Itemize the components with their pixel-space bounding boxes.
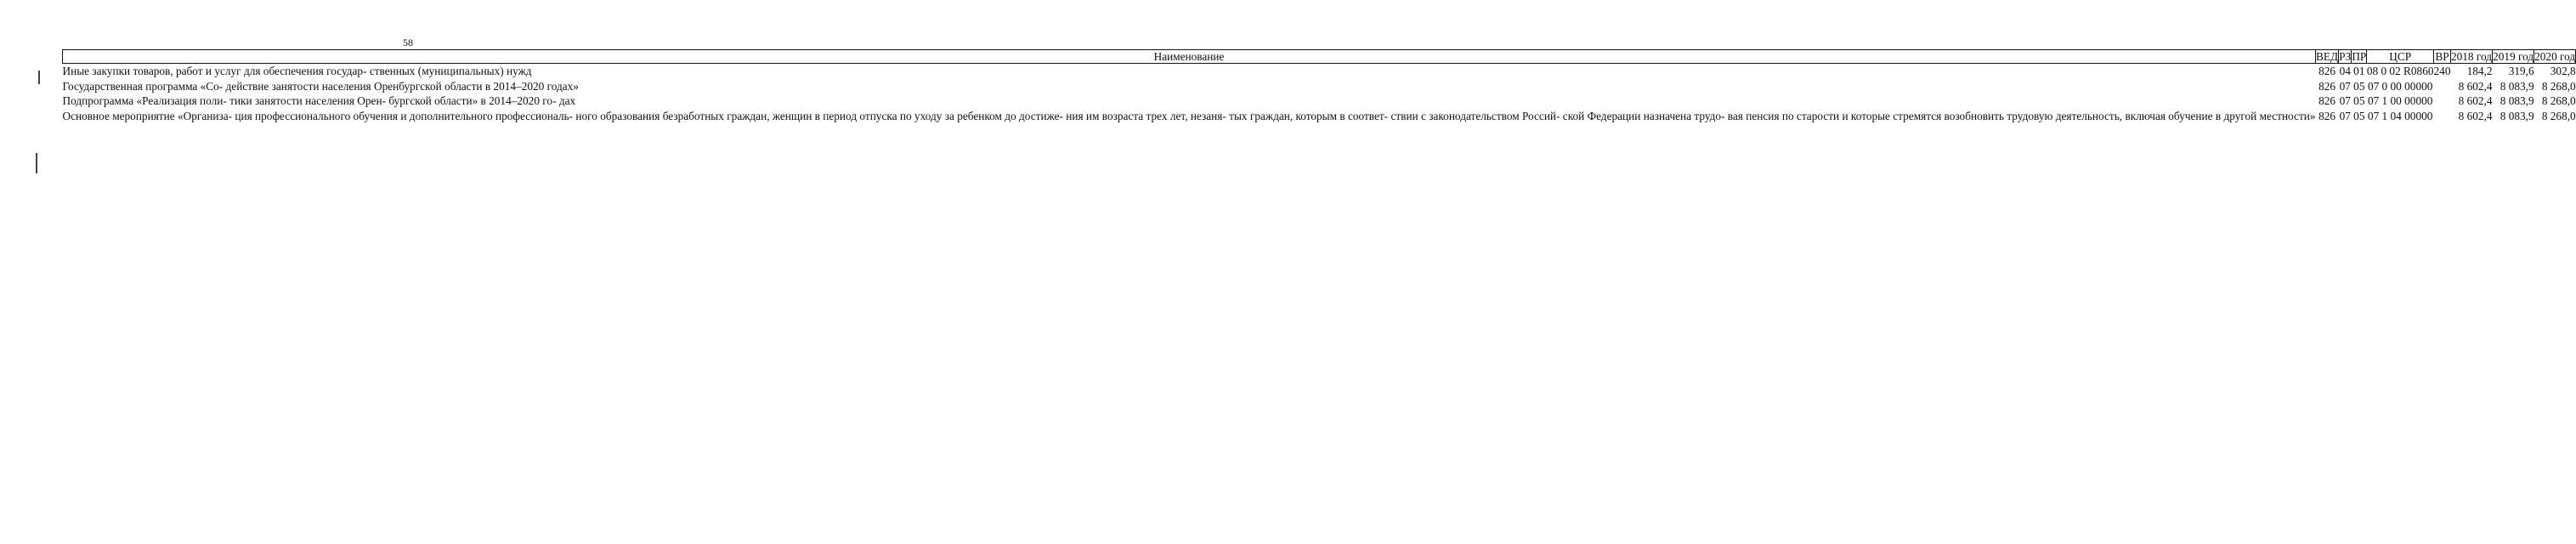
row-pr: 05 <box>2353 79 2365 93</box>
row-rz: 07 <box>2339 109 2351 122</box>
row-2020: 8 268,0 <box>2541 94 2576 107</box>
row-vr <box>2434 94 2451 109</box>
col-header-name: Наименование <box>63 50 2316 64</box>
col-header-2019: 2019 год <box>2493 50 2534 63</box>
budget-table <box>62 49 2576 123</box>
row-csr: 08 0 02 R0860 <box>2366 65 2434 77</box>
table-row <box>63 94 2576 109</box>
row-name: Государственная программа «Со- действие занятости населения Оренбургской области в 2014–2020 годах» <box>62 79 579 93</box>
row-pr: 05 <box>2353 109 2365 122</box>
col-header-pr: ПР <box>2352 50 2367 63</box>
row-2019: 319,6 <box>2508 65 2534 77</box>
table-row <box>63 109 2576 124</box>
row-vr: 240 <box>2433 65 2451 77</box>
row-2020: 8 268,0 <box>2541 109 2576 122</box>
col-header-vr: ВР <box>2435 50 2449 63</box>
row-vr <box>2434 109 2451 124</box>
col-header-rz: РЗ <box>2339 50 2352 63</box>
row-2018: 8 602,4 <box>2458 79 2493 93</box>
row-name: Основное мероприятие «Организа- ция профессионального обучения и дополнительного профессиональ- ного образования безработных граждан, женщин в период отпуска по уходу за ребенком до достиже- ния им возраста трех лет, незаня- тых граждан, которым в соответ- ствии с законодательством Россий- ской Федерации назначена трудо- вая пенсия по старости и которые стремятся возобновить трудовую деятельность, включая обучение в другой местности» <box>62 109 2316 122</box>
page-number: 58 <box>403 37 413 48</box>
col-header-ved: ВЕД <box>2316 50 2339 63</box>
row-2020: 8 268,0 <box>2541 79 2576 93</box>
row-ved: 826 <box>2318 109 2336 122</box>
row-pr: 01 <box>2353 65 2365 77</box>
table-row <box>63 64 2576 79</box>
table-header-row <box>63 50 2576 64</box>
row-csr: 07 1 04 00000 <box>2367 109 2433 122</box>
table-row <box>63 79 2576 94</box>
row-ved: 826 <box>2318 94 2336 107</box>
row-name: Иные закупки товаров, работ и услуг для обеспечения государ- ственных (муниципальных) нужд <box>62 65 532 77</box>
row-2020: 302,8 <box>2550 65 2576 77</box>
scan-margin-mark <box>36 153 37 173</box>
row-csr: 07 0 00 00000 <box>2367 79 2433 93</box>
row-vr <box>2434 79 2451 94</box>
row-2019: 8 083,9 <box>2500 94 2534 107</box>
row-2019: 8 083,9 <box>2500 79 2534 93</box>
row-2018: 8 602,4 <box>2458 109 2493 122</box>
row-name: Подпрограмма «Реализация поли- тики занятости населения Орен- бургской области» в 2014–2020 го- дах <box>62 94 576 107</box>
scan-margin-mark <box>38 71 40 84</box>
row-pr: 05 <box>2353 94 2365 107</box>
row-ved: 826 <box>2318 65 2336 77</box>
row-2018: 8 602,4 <box>2458 94 2493 107</box>
row-rz: 04 <box>2339 65 2351 77</box>
col-header-csr: ЦСР <box>2367 50 2434 64</box>
row-rz: 07 <box>2339 79 2351 93</box>
row-rz: 07 <box>2339 94 2351 107</box>
col-header-2020: 2020 год <box>2534 50 2576 63</box>
col-header-2018: 2018 год <box>2450 50 2493 63</box>
row-2019: 8 083,9 <box>2500 109 2534 122</box>
row-ved: 826 <box>2318 79 2336 93</box>
row-csr: 07 1 00 00000 <box>2367 94 2433 107</box>
row-2018: 184,2 <box>2466 65 2493 77</box>
